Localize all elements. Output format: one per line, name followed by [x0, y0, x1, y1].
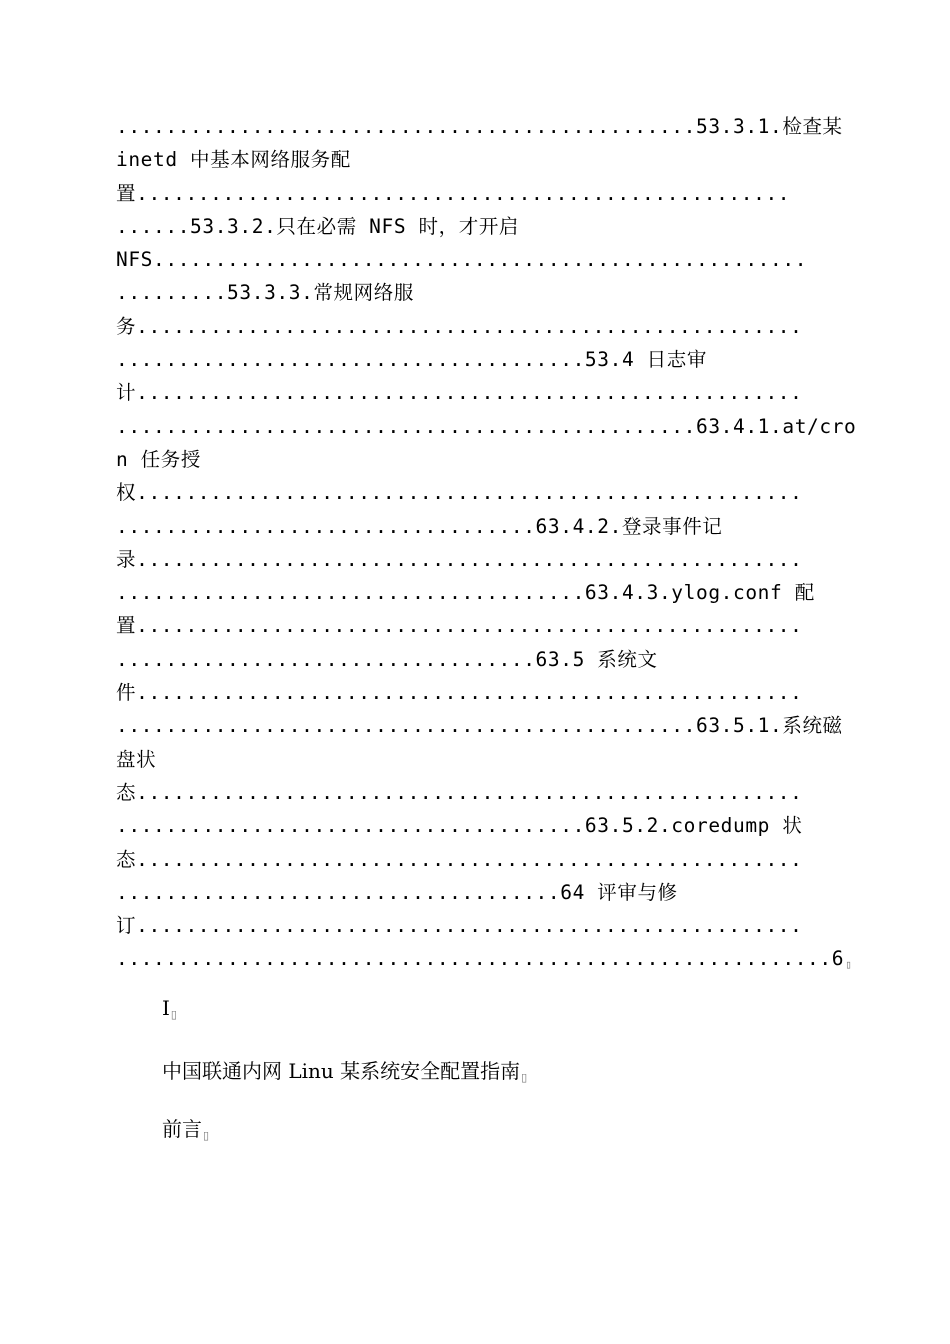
toc-line-last [116, 942, 853, 975]
document-title-text: 中国联通内网 Linu 某系统安全配置指南 [162, 1059, 521, 1083]
toc-line: 态...................................................... [116, 847, 803, 871]
toc-line: ......................................53.4 日志审 [116, 348, 707, 372]
toc-line: 订...................................................... [116, 914, 803, 938]
toc-line: 盘状 [116, 747, 157, 771]
toc-line: 置...................................................... [116, 614, 803, 638]
table-of-contents [116, 110, 857, 976]
toc-line: ..................................63.5 系统文 [116, 647, 658, 671]
page-marker [162, 996, 177, 1021]
toc-line: inetd 中基本网络服务配 [116, 148, 351, 172]
toc-line: ..................................63.4.2.登录事件记 [116, 514, 723, 538]
toc-line: ....................................64 评审与修 [116, 880, 678, 904]
toc-line-text: ..........................................................6 [116, 947, 845, 971]
toc-line: ...............................................63.5.1.系统磁 [116, 714, 843, 738]
toc-line: 置..................................................... [116, 181, 791, 205]
toc-line: ...............................................53.3.1.检查某 [116, 115, 843, 138]
toc-line: 计...................................................... [116, 381, 803, 405]
paragraph-mark: ▯ [845, 958, 853, 972]
toc-line: ...............................................63.4.1.at/cro [116, 414, 857, 438]
toc-line: 件...................................................... [116, 681, 803, 705]
toc-line: 录...................................................... [116, 547, 803, 571]
toc-line: 态...................................................... [116, 780, 803, 804]
paragraph-mark: ▯ [203, 1129, 210, 1142]
toc-line: NFS..................................................... [116, 248, 808, 272]
toc-line: ......................................63.5.2.coredump 状 [116, 814, 803, 838]
toc-line: ......................................63.4.3.ylog.conf 配 [116, 581, 815, 605]
paragraph-mark: ▯ [521, 1071, 528, 1084]
toc-line: n 任务授 [116, 447, 201, 471]
toc-line: 务...................................................... [116, 314, 803, 338]
toc-line: .........53.3.3.常规网络服 [116, 281, 414, 305]
document-title [162, 1055, 527, 1084]
toc-line: 权...................................................... [116, 481, 803, 505]
paragraph-mark: ▯ [170, 1008, 177, 1021]
page-marker-text: I [162, 996, 170, 1020]
section-heading [162, 1113, 209, 1142]
toc-line: ......53.3.2.只在必需 NFS 时，才开启 [116, 214, 520, 238]
section-heading-text: 前言 [162, 1117, 202, 1141]
